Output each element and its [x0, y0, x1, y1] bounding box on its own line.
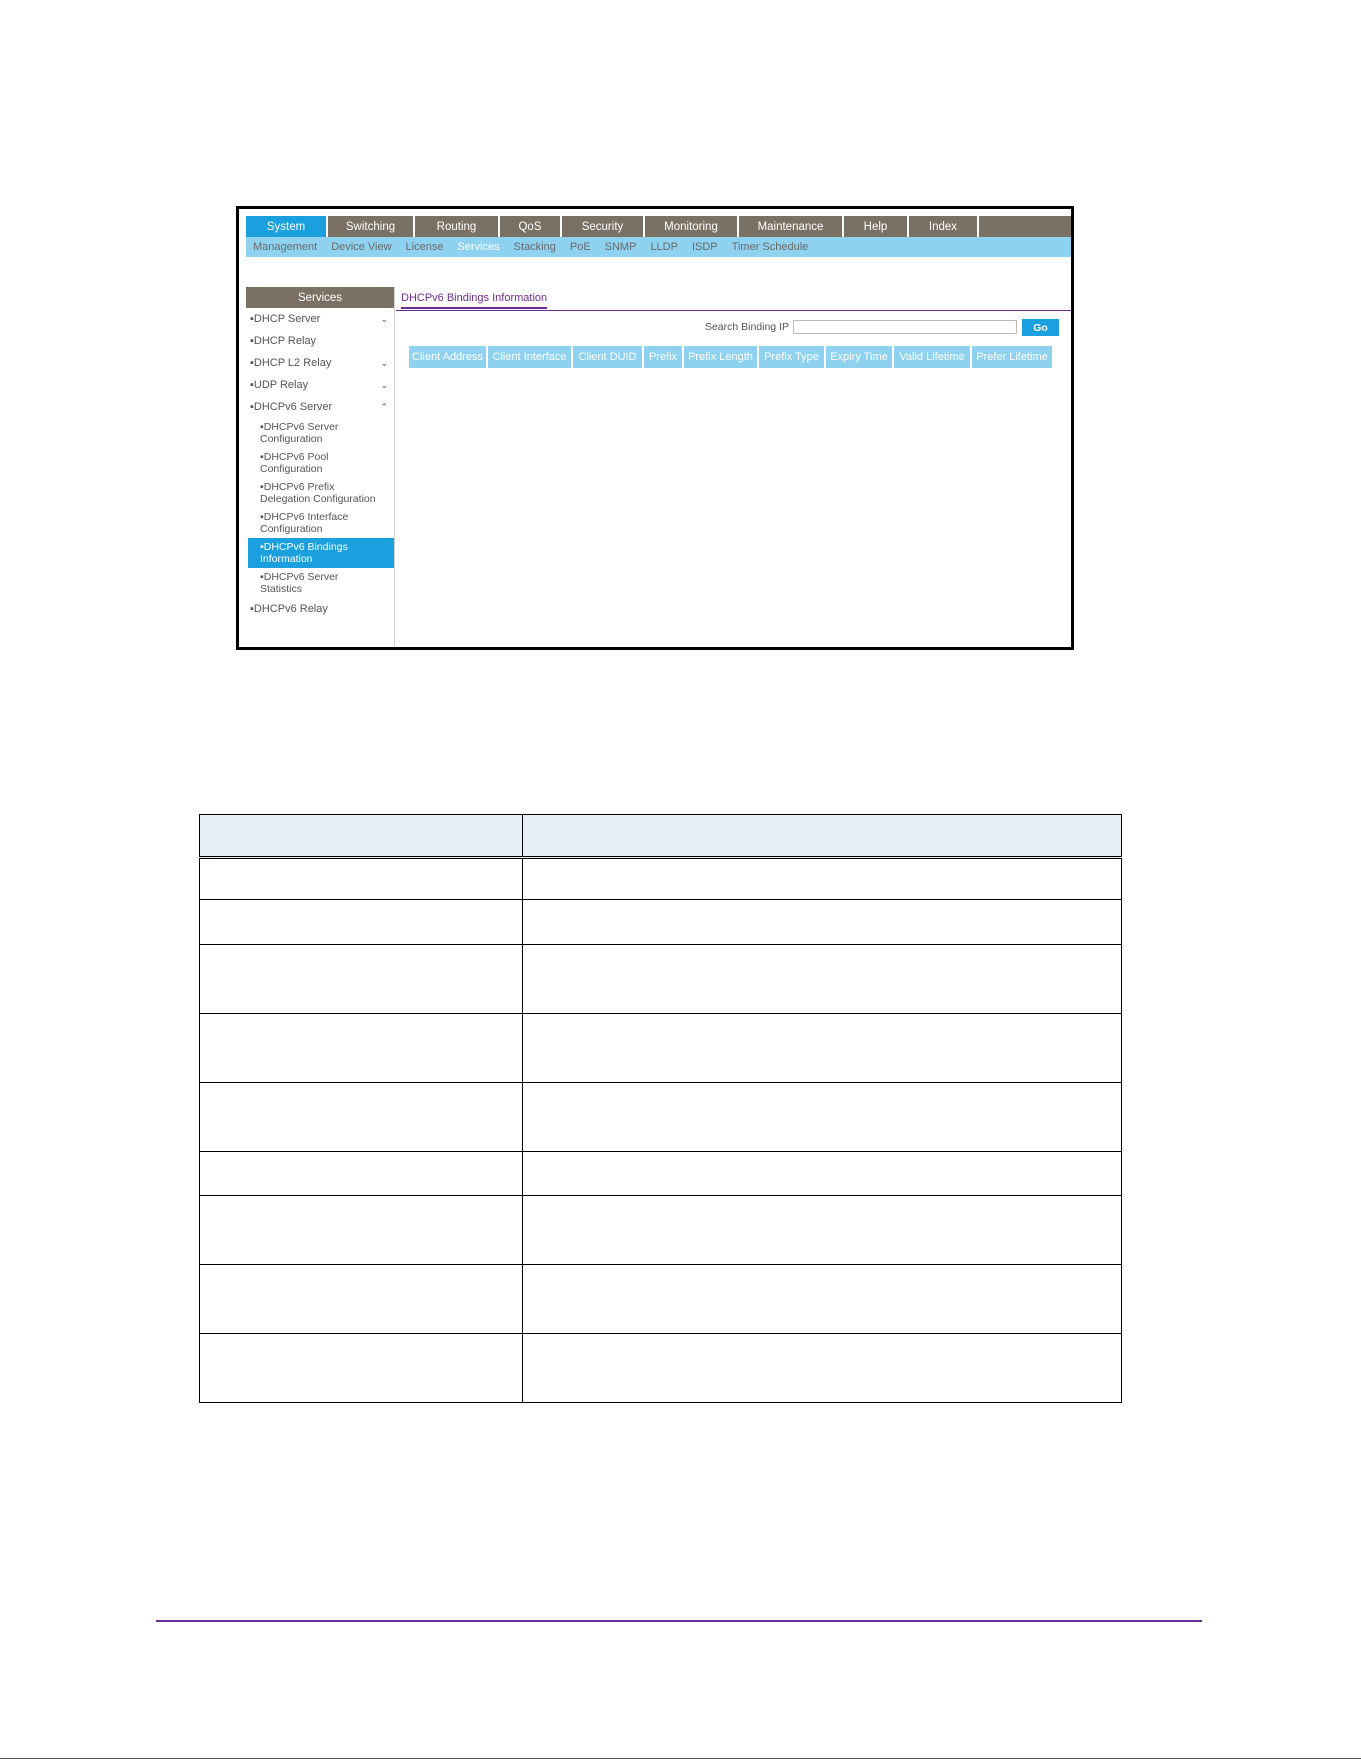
tab-divider [396, 310, 1071, 311]
subnav-lldp[interactable]: LLDP [650, 241, 678, 253]
table-cell [200, 1083, 523, 1152]
column-prefix-type[interactable]: Prefix Type [759, 346, 826, 368]
main-content [396, 287, 1071, 647]
table-header-cell [200, 815, 523, 858]
sidebar-subitem-dhcpv6-server-configuration[interactable] [246, 418, 394, 448]
sidebar-subitem-dhcpv6-interface-configuration[interactable] [246, 508, 394, 538]
tab-routing[interactable]: Routing [415, 216, 500, 237]
table-row [200, 858, 1122, 900]
table-cell [200, 945, 523, 1014]
table-row [200, 1265, 1122, 1334]
sidebar-item-label: DHCP Relay [253, 335, 317, 347]
subnav-isdp[interactable]: ISDP [691, 241, 718, 253]
tab-security[interactable]: Security [562, 216, 645, 237]
sidebar-subitem-line1: ▪DHCPv6 Server [260, 421, 339, 433]
sidebar-subitem-line2: Statistics [260, 583, 303, 595]
sidebar-subitem-dhcpv6-pool-configuration[interactable] [246, 448, 394, 478]
tab-maintenance[interactable]: Maintenance [739, 216, 844, 237]
table-header-row [200, 815, 1122, 858]
tab-system[interactable]: System [246, 216, 328, 237]
table-cell [523, 1152, 1122, 1196]
table-cell [200, 900, 523, 945]
chevron-up-icon: ⌃ [380, 402, 388, 412]
tab-help[interactable]: Help [844, 216, 909, 237]
subnav-device-view[interactable]: Device View [331, 241, 392, 253]
subnav-services[interactable]: Services [457, 241, 500, 253]
go-button[interactable]: Go [1022, 319, 1059, 336]
tab-index[interactable]: Index [909, 216, 979, 237]
table-row [200, 1196, 1122, 1265]
tab-switching[interactable]: Switching [328, 216, 415, 237]
sidebar-subitem-line2: Configuration [260, 523, 323, 535]
sub-navigation [246, 237, 1071, 257]
sidebar-subitem-line1: ▪DHCPv6 Bindings [260, 541, 348, 553]
sidebar-subitem-line2: Configuration [260, 463, 323, 475]
subnav-timer-schedule[interactable]: Timer Schedule [731, 241, 809, 253]
column-prefix[interactable]: Prefix [644, 346, 684, 368]
bindings-table-header [409, 346, 1054, 368]
column-prefix-length[interactable]: Prefix Length [684, 346, 759, 368]
table-row [200, 1083, 1122, 1152]
sidebar-subitem-dhcpv6-bindings-information[interactable] [248, 538, 394, 568]
sidebar-subitem-dhcpv6-prefix-delegation[interactable] [246, 478, 394, 508]
bullet-icon: ▪ [250, 401, 254, 413]
sidebar-subitem-line1: ▪DHCPv6 Interface [260, 511, 349, 523]
subnav-snmp[interactable]: SNMP [604, 241, 637, 253]
sidebar-item-dhcp-server[interactable] [246, 308, 394, 330]
table-cell [523, 1334, 1122, 1403]
table-cell [200, 1265, 523, 1334]
bullet-icon: ▪ [250, 335, 254, 347]
sidebar-item-label: DHCP L2 Relay [253, 357, 332, 369]
top-navigation [246, 216, 1071, 237]
search-binding-ip-input[interactable] [793, 320, 1017, 334]
bullet-icon: ▪ [250, 603, 254, 615]
table-row [200, 1152, 1122, 1196]
sidebar [246, 287, 395, 647]
table-cell [200, 1014, 523, 1083]
sidebar-item-dhcp-l2-relay[interactable] [246, 352, 394, 374]
sidebar-subitem-line2: Configuration [260, 433, 323, 445]
sidebar-item-label: DHCP Server [253, 313, 321, 325]
column-expiry-time[interactable]: Expiry Time [826, 346, 894, 368]
tab-monitoring[interactable]: Monitoring [645, 216, 739, 237]
table-cell [523, 945, 1122, 1014]
table-row [200, 1334, 1122, 1403]
table-row [200, 1014, 1122, 1083]
ui-screenshot-frame [236, 206, 1074, 650]
sidebar-item-dhcp-relay[interactable] [246, 330, 394, 352]
field-description-table [199, 814, 1122, 1403]
table-row [200, 945, 1122, 1014]
subnav-poe[interactable]: PoE [569, 241, 591, 253]
table-cell [200, 1152, 523, 1196]
sidebar-title: Services [246, 287, 394, 308]
table-header-cell [523, 815, 1122, 858]
sidebar-subitem-line2: Information [260, 553, 313, 565]
sidebar-item-dhcpv6-relay[interactable] [246, 598, 394, 620]
table-cell [200, 1334, 523, 1403]
chevron-down-icon: ⌄ [380, 380, 388, 390]
chevron-down-icon: ⌄ [380, 358, 388, 368]
chevron-down-icon: ⌄ [380, 314, 388, 324]
table-cell [200, 858, 523, 900]
search-binding-ip-label: Search Binding IP [704, 321, 789, 333]
tab-qos[interactable]: QoS [500, 216, 562, 237]
bullet-icon: ▪ [250, 313, 254, 325]
column-valid-lifetime[interactable]: Valid Lifetime [894, 346, 972, 368]
column-prefer-lifetime[interactable]: Prefer Lifetime [972, 346, 1054, 368]
table-cell [523, 900, 1122, 945]
table-cell [523, 858, 1122, 900]
subnav-management[interactable]: Management [253, 241, 318, 253]
column-client-address[interactable]: Client Address [409, 346, 488, 368]
column-client-duid[interactable]: Client DUID [573, 346, 644, 368]
subnav-license[interactable]: License [405, 241, 444, 253]
bullet-icon: ▪ [250, 357, 254, 369]
bullet-icon: ▪ [250, 379, 254, 391]
page-bottom-edge [0, 1758, 1361, 1759]
column-client-interface[interactable]: Client Interface [488, 346, 573, 368]
sidebar-subitem-line1: ▪DHCPv6 Prefix [260, 481, 335, 493]
sidebar-subitem-dhcpv6-server-statistics[interactable] [246, 568, 394, 598]
sidebar-subitem-line2: Delegation Configuration [260, 493, 376, 505]
table-cell [523, 1196, 1122, 1265]
sidebar-item-label: DHCPv6 Relay [253, 603, 328, 615]
sidebar-subitem-line1: ▪DHCPv6 Server [260, 571, 339, 583]
subnav-stacking[interactable]: Stacking [513, 241, 556, 253]
sidebar-subitem-line1: ▪DHCPv6 Pool [260, 451, 329, 463]
table-cell [523, 1014, 1122, 1083]
sidebar-item-label: UDP Relay [253, 379, 309, 391]
table-row [200, 900, 1122, 945]
table-cell [523, 1083, 1122, 1152]
table-cell [200, 1196, 523, 1265]
sidebar-item-label: DHCPv6 Server [253, 401, 333, 413]
footer-divider [156, 1620, 1202, 1622]
sidebar-item-dhcpv6-server[interactable] [246, 396, 394, 418]
table-cell [523, 1265, 1122, 1334]
page-title-tab[interactable]: DHCPv6 Bindings Information [401, 292, 547, 309]
sidebar-item-udp-relay[interactable] [246, 374, 394, 396]
